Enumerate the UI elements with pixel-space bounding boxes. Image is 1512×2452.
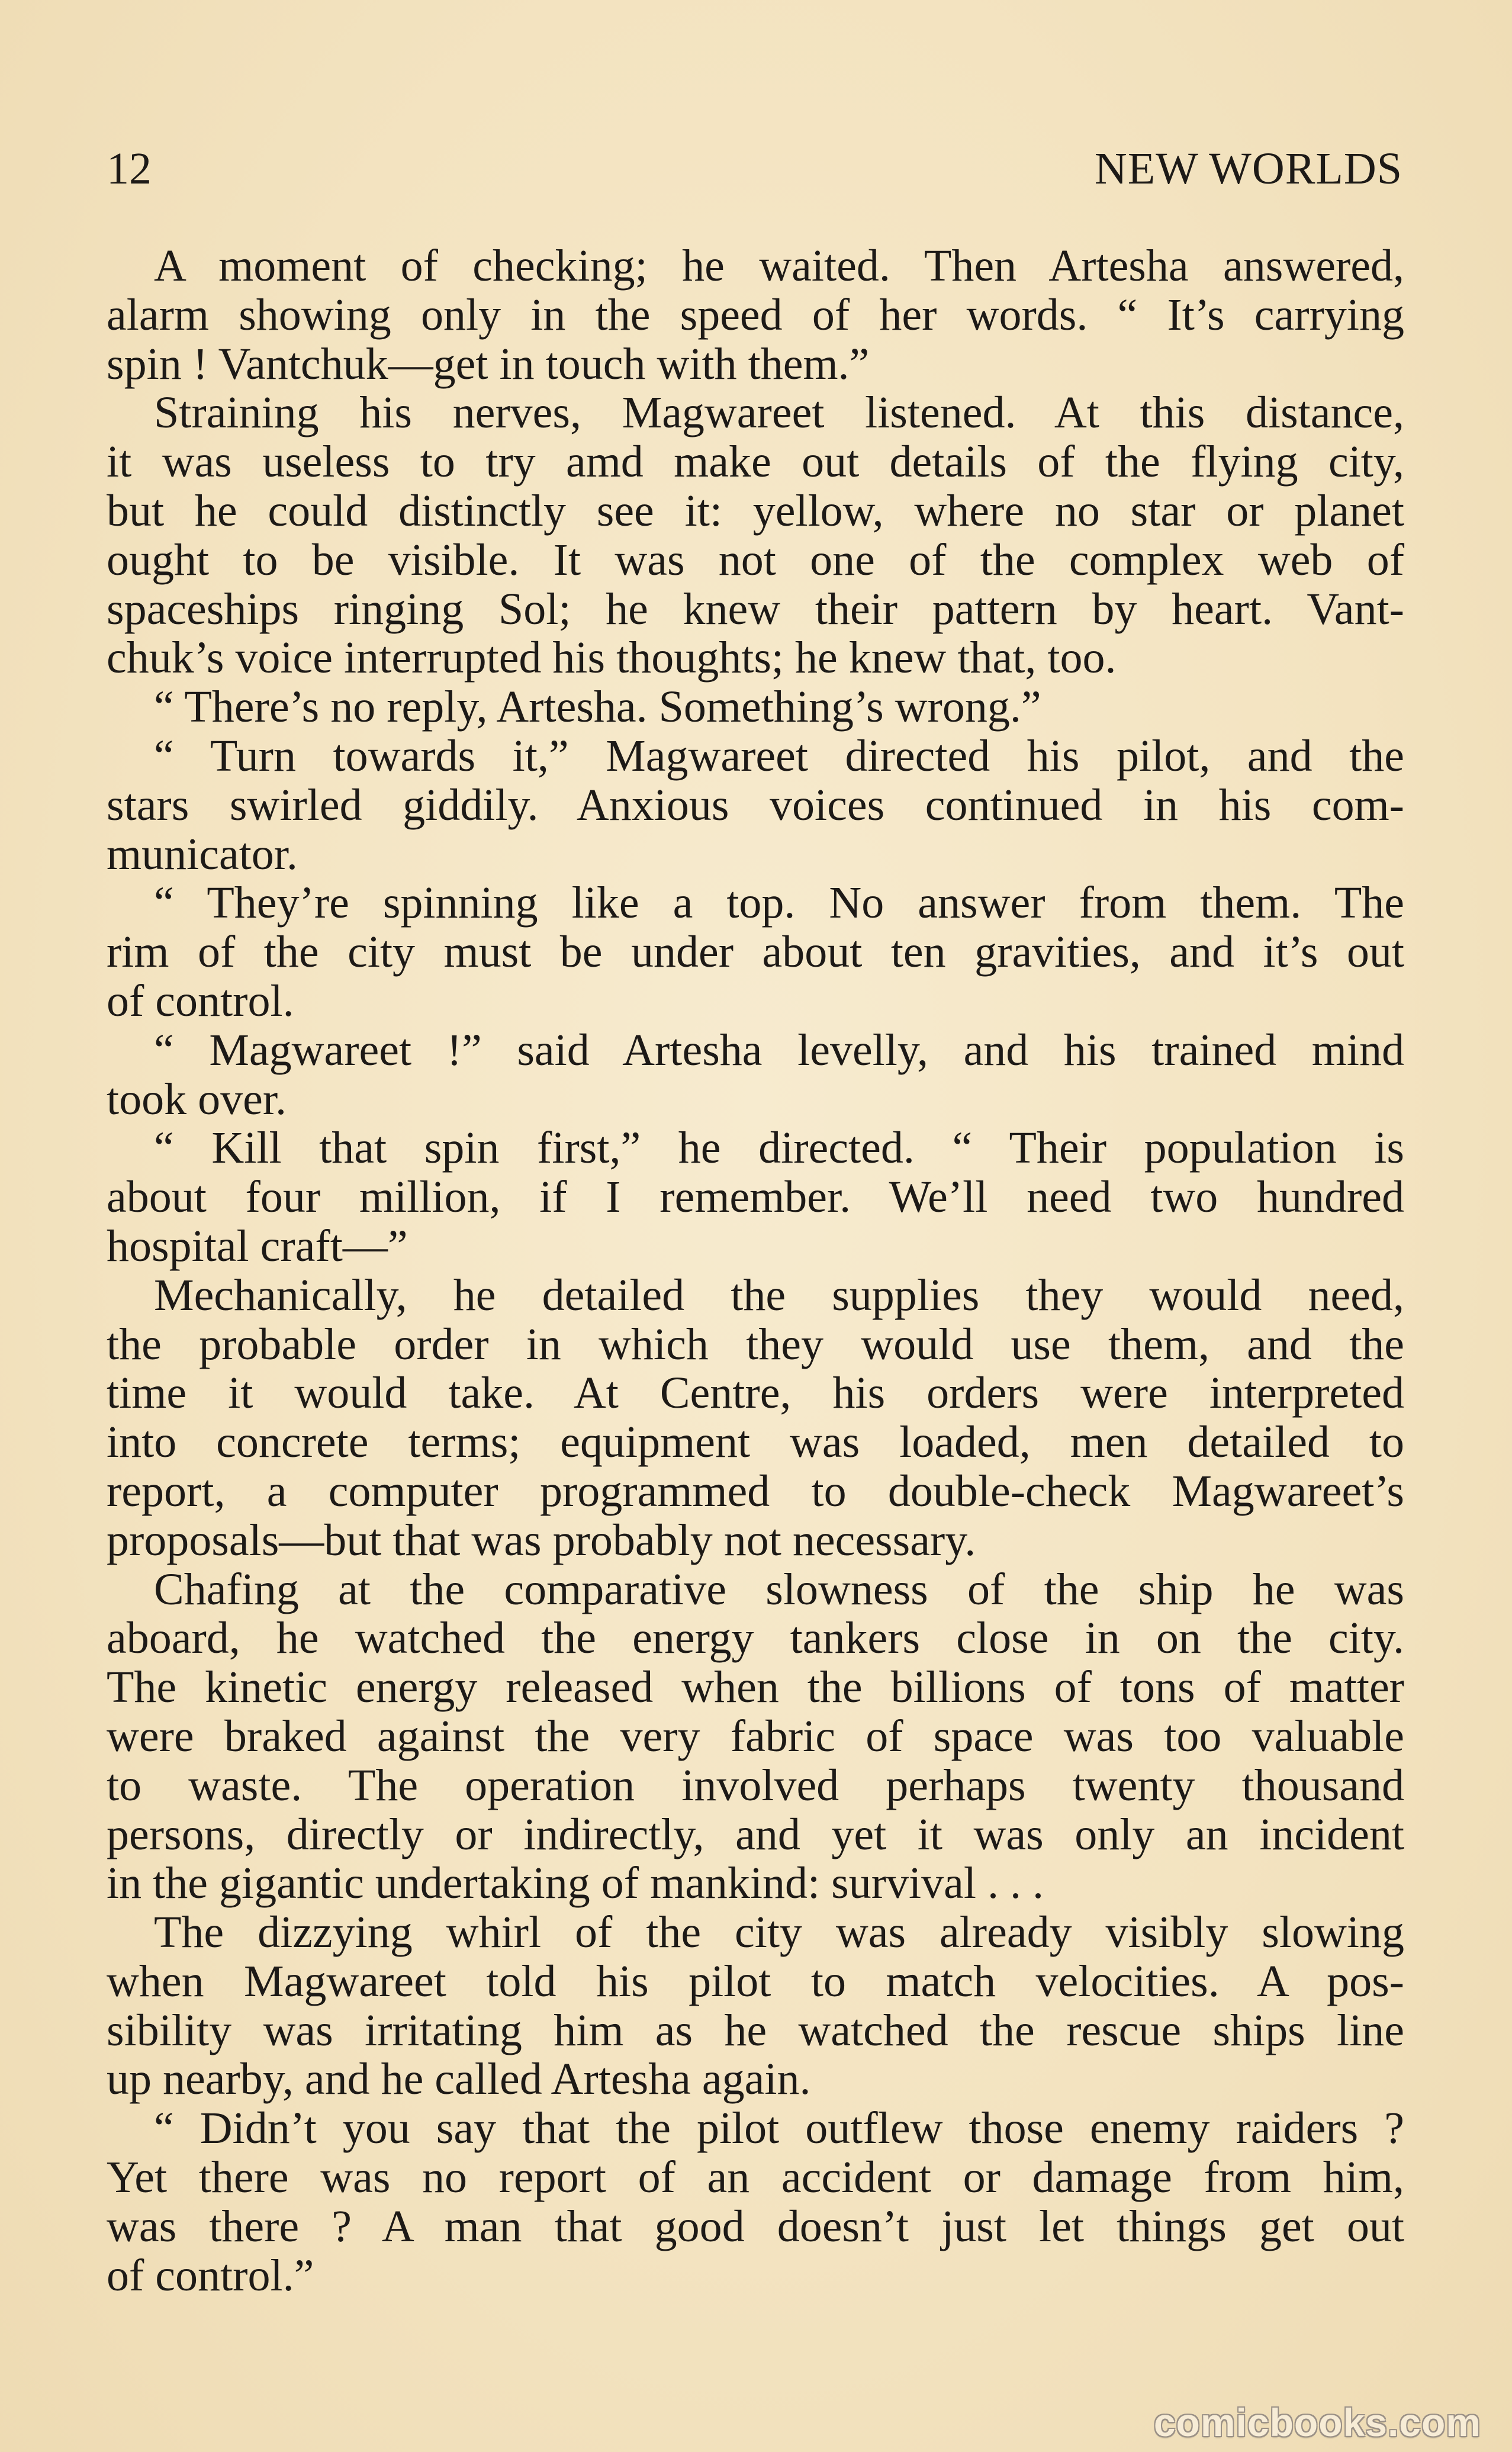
- text-line: sibility was irritating him as he watched the rescue ships line: [107, 2005, 1404, 2055]
- watermark: comicbooks.com: [1153, 2400, 1481, 2444]
- text-line: it was useless to try amd make out details of the flying city,: [107, 437, 1404, 487]
- text-line: ought to be visible. It was not one of the complex web of: [107, 535, 1404, 585]
- text-line: were braked against the very fabric of space was too valuable: [107, 1711, 1404, 1761]
- text-line: spin ! Vantchuk—get in touch with them.”: [107, 339, 870, 389]
- journal-title: NEW WORLDS: [1094, 144, 1402, 194]
- text-line: alarm showing only in the speed of her words. “ It’s carrying: [107, 289, 1404, 340]
- text-line: stars swirled giddily. Anxious voices continued in his com-: [107, 780, 1404, 830]
- body-text: [107, 242, 1404, 2300]
- text-line: “ Kill that spin first,” he directed. “ Their population is: [154, 1123, 1404, 1173]
- text-line: when Magwareet told his pilot to match velocities. A pos-: [107, 1956, 1404, 2006]
- text-line: municator.: [107, 829, 298, 879]
- text-line: was there ? A man that good doesn’t just let things get out: [107, 2201, 1404, 2251]
- text-line: aboard, he watched the energy tankers close in on the city.: [107, 1613, 1404, 1663]
- text-line: to waste. The operation involved perhaps twenty thousand: [107, 1760, 1404, 1810]
- text-line: spaceships ringing Sol; he knew their pattern by heart. Vant-: [107, 584, 1404, 634]
- text-line: the probable order in which they would use them, and the: [107, 1319, 1404, 1369]
- text-line: persons, directly or indirectly, and yet it was only an incident: [107, 1809, 1404, 1859]
- text-line: proposals—but that was probably not necessary.: [107, 1515, 976, 1565]
- text-line: into concrete terms; equipment was loaded, men detailed to: [107, 1417, 1404, 1468]
- text-line: A moment of checking; he waited. Then Artesha answered,: [154, 241, 1404, 291]
- text-line: Chafing at the comparative slowness of the ship he was: [154, 1564, 1404, 1614]
- text-line: The kinetic energy released when the billions of tons of matter: [107, 1662, 1404, 1713]
- text-line: about four million, if I remember. We’ll need two hundred: [107, 1172, 1404, 1222]
- text-line: hospital craft—”: [107, 1221, 408, 1271]
- text-line: up nearby, and he called Artesha again.: [107, 2054, 811, 2105]
- text-line: Mechanically, he detailed the supplies they would need,: [154, 1270, 1404, 1320]
- text-line: report, a computer programmed to double-check Magwareet’s: [107, 1466, 1404, 1516]
- text-line: chuk’s voice interrupted his thoughts; he knew that, too.: [107, 633, 1117, 683]
- text-line: The dizzying whirl of the city was already visibly slowing: [154, 1907, 1404, 1958]
- text-line: took over.: [107, 1074, 287, 1124]
- text-line: “ Magwareet !” said Artesha levelly, and his trained mind: [154, 1025, 1404, 1075]
- text-line: of control.: [107, 976, 294, 1026]
- text-line: rim of the city must be under about ten gravities, and it’s out: [107, 927, 1404, 977]
- text-line: time it would take. At Centre, his orders were interpreted: [107, 1368, 1404, 1418]
- text-line: “ Didn’t you say that the pilot outflew those enemy raiders ?: [154, 2103, 1404, 2154]
- text-line: but he could distinctly see it: yellow, where no star or planet: [107, 485, 1404, 536]
- text-line: “ They’re spinning like a top. No answer from them. The: [154, 878, 1404, 928]
- text-line: “ There’s no reply, Artesha. Something’s wrong.”: [154, 682, 1041, 732]
- text-line: in the gigantic undertaking of mankind: survival . . .: [107, 1858, 1044, 1909]
- text-line: of control.”: [107, 2250, 314, 2300]
- running-head: [107, 136, 1402, 201]
- page-number: 12: [107, 144, 152, 194]
- text-line: Yet there was no report of an accident or damage from him,: [107, 2152, 1404, 2203]
- text-line: Straining his nerves, Magwareet listened. At this distance,: [154, 388, 1404, 438]
- text-line: “ Turn towards it,” Magwareet directed his pilot, and the: [154, 731, 1404, 781]
